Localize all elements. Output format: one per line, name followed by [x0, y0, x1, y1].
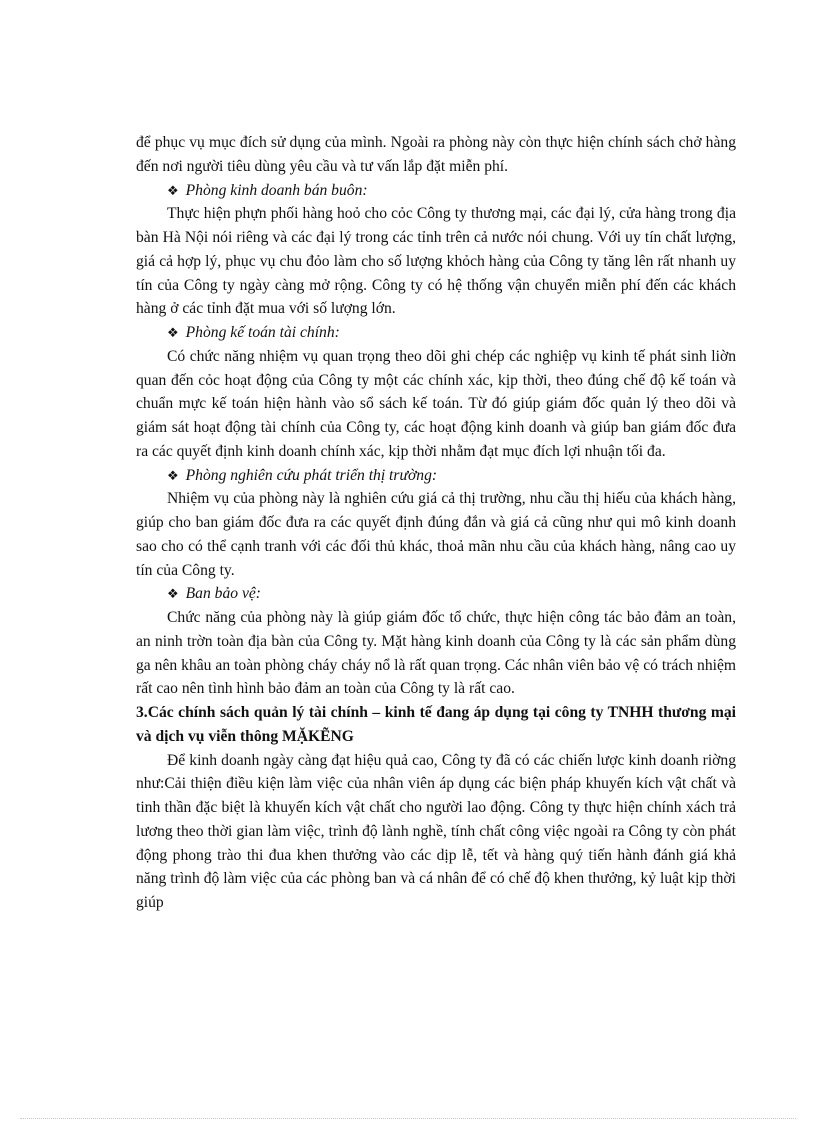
section-title-accounting: ❖ Phòng kế toán tài chính: — [167, 324, 340, 341]
section-body-wholesale: Thực hiện phựn phối hàng hoỏ cho cỏc Công ty thương mại, các đại lý, cửa hàng trong địa bàn Hà Nội nói riêng và các đại lý trong các tỉnh trên cả nước nói chung. Với uy tín chất lượng, giá cả hợp lý, phục vụ chu đỏo làm cho số lượng khỏch hàng của Công ty tăng lên rất nhanh uy tín của Công ty ngày càng mở rộng. Công ty có hệ thống vận chuyển miễn phí đến các khách hàng ở các tỉnh đặt mua với số lượng lớn. — [136, 205, 736, 318]
diamond-dots-icon: ❖ — [167, 586, 179, 602]
section-body-3: Để kinh doanh ngày càng đạt hiệu quả cao, Công ty đã có các chiến lược kinh doanh riờng như:Cải thiện điều kiện làm việc của nhân viên áp dụng các biện pháp khuyến kích vật chất và tinh thần đặc biệt là khuyến kích vật chất cho người lao động. Công ty thực hiện chính xách trả lương theo thời gian làm việc, trình độ lành nghề, tính chất công việc ngoài ra Công ty còn phát động phong trào thi đua khen thưởng vào các dịp lễ, tết và hàng quý tiến hành đánh giá khả năng trình độ làm việc của các phòng ban và cá nhân để có chế độ khen thưởng, kỷ luật kịp thời giúp — [136, 751, 736, 911]
document-page — [136, 131, 736, 915]
paragraph-continuation: để phục vụ mục đích sử dụng của mình. Ngoài ra phòng này còn thực hiện chính sách chở hàng đến nơi người tiêu dùng yêu cầu và tư vấn lắp đặt miễn phí. — [136, 134, 736, 175]
section-heading-3: 3.Các chính sách quản lý tài chính – kinh tế đang áp dụng tại công ty TNHH thương mại và dịch vụ viễn thông MẶKẼNG — [136, 704, 736, 745]
section-body-accounting: Có chức năng nhiệm vụ quan trọng theo dõi ghi chép các nghiệp vụ kinh tế phát sinh liờn quan đến cỏc hoạt động của Công ty một các chính xác, kịp thời, theo đúng chế độ kế toán và chuẩn mực kế toán hiện hành vào sổ sách kế toán. Từ đó giúp giám đốc quản lý theo dõi và giám sát hoạt động tài chính của Công ty, các hoạt động kinh doanh và giúp ban giám đốc đưa ra các quyết định kinh doanh chính xác, kịp thời nhằm đạt mục đích lợi nhuận tối đa. — [136, 347, 736, 460]
diamond-dots-icon: ❖ — [167, 325, 179, 340]
diamond-dots-icon: ❖ — [167, 467, 179, 483]
section-title-wholesale: ❖ Phòng kinh doanh bán buôn: — [167, 181, 368, 199]
diamond-dots-icon: ❖ — [167, 182, 179, 198]
page-bottom-divider — [20, 1118, 796, 1119]
section-title-security: ❖ Ban bảo vệ: — [167, 585, 261, 603]
section-body-security: Chức năng của phòng này là giúp giám đốc tổ chức, thực hiện công tác bảo đảm an toàn, an ninh trờn toàn địa bàn của Công ty. Mặt hàng kinh doanh của Công ty là các sản phẩm dùng ga nên khâu an toàn phòng cháy cháy nổ là rất quan trọng. Các nhân viên bảo vệ có trách nhiệm rất cao nên tình hình bảo đảm an toàn của Công ty là rất cao. — [136, 609, 736, 698]
section-title-market-research: ❖ Phòng nghiên cứu phát triển thị trường: — [167, 466, 438, 484]
section-body-market-research: Nhiệm vụ của phòng này là nghiên cứu giá cả thị trường, nhu cầu thị hiếu của khách hàng, giúp cho ban giám đốc đưa ra các quyết định đúng đắn và giá cả cũng như qui mô kinh doanh sao cho có thể cạnh tranh với các đối thủ khác, thoả mãn nhu cầu của khách hàng, nâng cao uy tín của Công ty. — [136, 490, 736, 579]
